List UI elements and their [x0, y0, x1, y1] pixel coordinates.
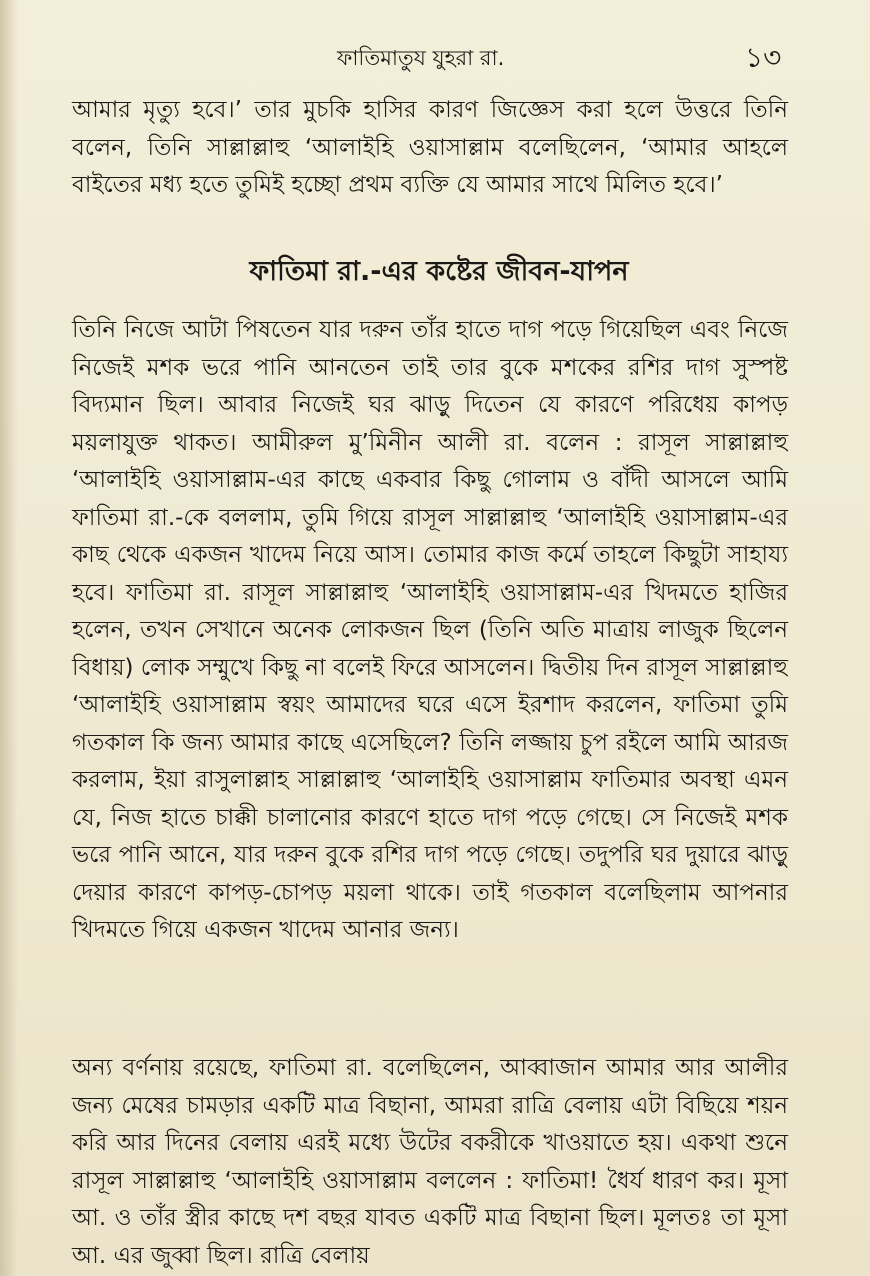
paragraph-text: তিনি নিজে আটা পিষতেন যার দরুন তাঁর হাতে দাগ পড়ে গিয়েছিল এবং নিজে নিজেই মশক ভরে পানি আনতেন তাই তার বুকে মশকের রশির দাগ সুস্পষ্ট বিদ্যমান ছিল। আবার নিজেই ঘর ঝাড়ু দিতেন যে কারণে পরিধেয় কাপড় ময়লাযুক্ত থাকত। আমীরুল মু’মিনীন আলী রা. বলেন : রাসূল সাল্লাল্লাহু ‘আলাইহি ওয়াসাল্লাম-এর কাছে একবার কিছু গোলাম ও বাঁদী আসলে আমি ফাতিমা রা.-কে বললাম, তুমি গিয়ে রাসূল সাল্লাল্লাহু ‘আলাইহি ওয়াসাল্লাম-এর কাছ থেকে একজন খাদেম নিয়ে আস। তোমার কাজ কর্মে তাহলে কিছুটা সাহায্য হবে। ফাতিমা রা. রাসূল সাল্লাল্লাহু ‘আলাইহি ওয়াসাল্লাম-এর খিদমতে হাজির হলেন, তখন সেখানে অনেক লোকজন ছিল (তিনি অতি মাত্রায় লাজুক ছিলেন বিধায়) লোক সম্মুখে কিছু না বলেই ফিরে আসলেন। দ্বিতীয় দিন রাসূল সাল্লাল্লাহু ‘আলাইহি ওয়াসাল্লাম স্বয়ং আমাদের ঘরে এসে ইরশাদ করলেন, ফাতিমা তুমি গতকাল কি জন্য আমার কাছে এসেছিলে? তিনি লজ্জায় চুপ রইলে আমি আরজ করলাম, ইয়া রাসুলাল্লাহ সাল্লাল্লাহু ‘আলাইহি ওয়াসাল্লাম ফাতিমার অবস্থা এমন যে, নিজ হাতে চাক্কী চালানোর কারণে হাতে দাগ পড়ে গেছে। সে নিজেই মশক ভরে পানি আনে, যার দরুন বুকে রশির দাগ পড়ে গেছে। তদুপরি ঘর দুয়ারে ঝাড়ু দেয়ার কারণে কাপড়-চোপড় ময়লা থাকে। তাই গতকাল বলেছিলাম আপনার খিদমতে গিয়ে একজন খাদেম আনার জন্য। [72, 317, 788, 943]
page-gutter-shadow [0, 0, 18, 1276]
paragraph-1 [72, 92, 788, 205]
running-title: ফাতিমাতুয যুহরা রা. [337, 46, 505, 70]
running-head [0, 40, 870, 76]
paragraph-text: অন্য বর্ণনায় রয়েছে, ফাতিমা রা. বলেছিলেন, আব্বাজান আমার আর আলীর জন্য মেষের চামড়ার একটি মাত্র বিছানা, আমরা রাত্রি বেলায় এটা বিছিয়ে শয়ন করি আর দিনের বেলায় এরই মধ্যে উটের বকরীকে খাওয়াতে হয়। একথা শুনে রাসূল সাল্লাল্লাহু ‘আলাইহি ওয়াসাল্লাম বললেন : ফাতিমা! ধৈর্য ধারণ কর। মূসা আ. ও তাঁর স্ত্রীর কাছে দশ বছর যাবত একটি মাত্র বিছানা ছিল। মূলতঃ তা মূসা আ. এর জুব্বা ছিল। রাত্রি বেলায় [72, 1055, 788, 1269]
section-heading: ফাতিমা রা.-এর কষ্টের জীবন-যাপন [249, 256, 629, 287]
paragraph-3 [72, 1050, 788, 1275]
paragraph-2 [72, 312, 788, 950]
page-number: ১৩ [745, 41, 782, 74]
paragraph-text: আমার মৃত্যু হবে।’ তার মুচকি হাসির কারণ জিজ্ঞেস করা হলে উত্তরে তিনি বলেন, তিনি সাল্লাল্লাহু ‘আলাইহি ওয়াসাল্লাম বলেছিলেন, ‘আমার আহলে বাইতের মধ্য হতে তুমিই হচ্ছো প্রথম ব্যক্তি যে আমার সাথে মিলিত হবে।’ [72, 97, 788, 198]
